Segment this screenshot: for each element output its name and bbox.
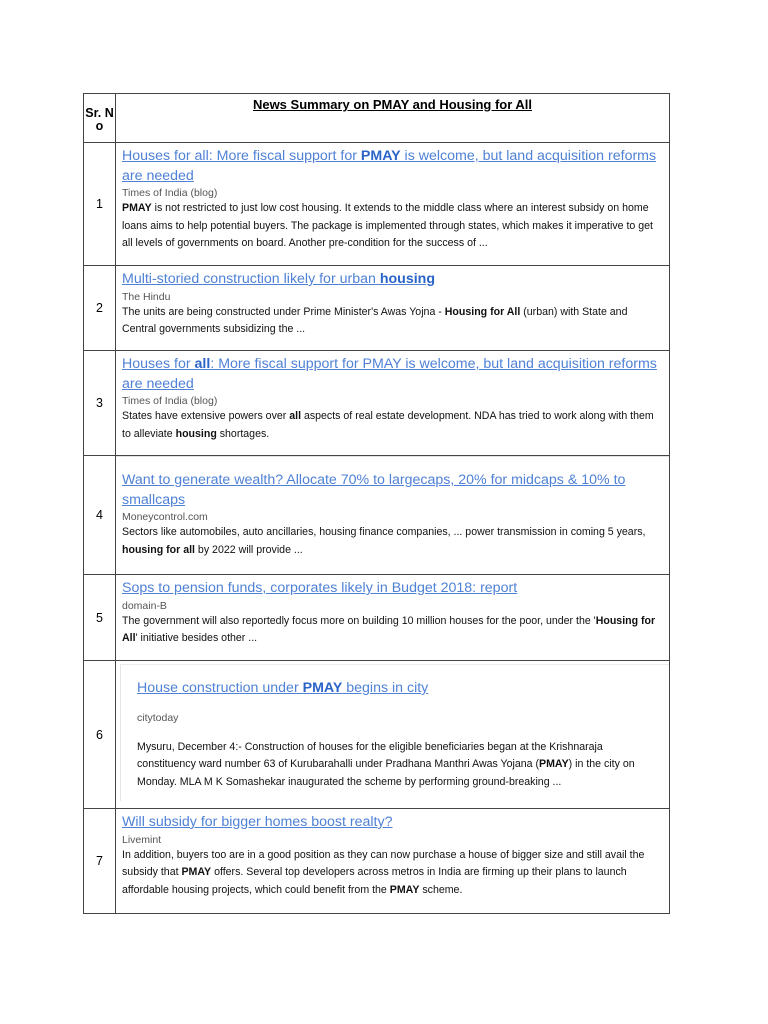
row-number: 1	[84, 143, 116, 266]
article-link[interactable]	[122, 355, 663, 394]
snippet-text: aspects of real estate development. NDA has tried to work along with them to alleviate	[122, 410, 654, 440]
header-sr-label: Sr. N o	[85, 105, 114, 133]
header-row	[84, 94, 670, 143]
link-keyword: housing	[379, 271, 436, 287]
snippet-keyword: housing for all	[122, 543, 195, 556]
link-text: begins in city	[342, 680, 429, 696]
snippet-keyword: PMAY	[181, 866, 212, 878]
header-sr-no	[84, 94, 116, 143]
page-title	[116, 94, 670, 143]
article-source: Times of India (blog)	[122, 395, 218, 407]
article-snippet	[122, 408, 663, 443]
snippet-text: shortages.	[216, 427, 270, 440]
article-source: domain-B	[122, 599, 167, 612]
row-content	[116, 809, 670, 914]
article-link[interactable]: Will subsidy for bigger homes boost realty?	[122, 814, 393, 830]
snippet-text: Mysuru, December 4:- Construction of houses for the eligible beneficiaries began at the Krishnaraja constituency ward number 63 of Kurubarahalli under Pradhana Manthri Awas Yojana (	[137, 740, 603, 770]
row-number: 6	[84, 661, 116, 809]
link-text: : More fiscal support for PMAY is welcome, but land acquisition reforms are needed	[122, 356, 657, 392]
row-content	[116, 456, 670, 575]
snippet-keyword: Housing for All	[444, 305, 521, 318]
snippet-keyword: Housing for All	[122, 614, 656, 644]
snippet-keyword: PMAY	[389, 883, 420, 896]
snippet-text: Sectors like automobiles, auto ancillaries, housing finance companies, ... power transmission in coming 5 years,	[122, 526, 646, 538]
snippet-text: In addition, buyers too are in a good position as they can now purchase a house of bigger size and still avail the subsidy that	[122, 848, 645, 878]
table-row	[84, 809, 670, 914]
snippet-text: States have extensive powers over	[122, 410, 290, 422]
snippet-keyword: all	[289, 410, 302, 422]
snippet-text: ' initiative besides other ...	[135, 632, 258, 644]
snippet-text: by 2022 will provide ...	[194, 543, 303, 556]
row-content	[116, 266, 670, 351]
snippet-text: scheme.	[419, 883, 463, 896]
table-row	[84, 456, 670, 575]
article-source: Times of India (blog)	[122, 187, 218, 199]
link-text: Houses for all: More fiscal support for	[122, 148, 361, 164]
article-source: Moneycontrol.com	[122, 511, 208, 523]
row-number: 7	[84, 809, 116, 914]
article-link[interactable]: Want to generate wealth? Allocate 70% to largecaps, 20% for midcaps & 10% to smallcaps	[122, 472, 626, 508]
article-link[interactable]	[122, 270, 663, 290]
row-content	[116, 661, 670, 809]
article-link[interactable]: Sops to pension funds, corporates likely in Budget 2018: report	[122, 580, 518, 596]
article-snippet	[122, 200, 663, 253]
row-number: 2	[84, 266, 116, 351]
snippet-text: ) in the city on Monday. MLA M K Somashekar inaugurated the scheme by performing ground-breaking ...	[137, 758, 635, 788]
link-keyword: PMAY	[360, 148, 401, 164]
table-row	[84, 351, 670, 456]
link-keyword: PMAY	[302, 680, 343, 696]
news-summary-table	[83, 93, 670, 914]
row-number: 5	[84, 575, 116, 661]
snippet-text: The government will also reportedly focus more on building 10 million houses for the poor, under the '	[122, 614, 596, 627]
snippet-keyword: PMAY	[539, 758, 569, 770]
article-snippet	[122, 613, 663, 648]
page-title-text: News Summary on PMAY and Housing for All	[252, 97, 533, 112]
table-row	[84, 143, 670, 266]
snippet-keyword: housing	[175, 427, 217, 440]
row-number: 3	[84, 351, 116, 456]
link-keyword: all	[194, 356, 211, 372]
row-content	[116, 143, 670, 266]
article-source: citytoday	[137, 711, 179, 724]
link-text: is welcome, but land acquisition reforms are needed	[122, 148, 657, 184]
article-source: The Hindu	[122, 290, 171, 303]
article-snippet	[122, 847, 663, 900]
link-text: Multi-storied construction likely for urban	[122, 271, 380, 287]
article-link[interactable]	[137, 679, 659, 699]
row-content	[116, 351, 670, 456]
article-link[interactable]	[122, 147, 663, 186]
table-row	[84, 266, 670, 351]
snippet-text: The units are being constructed under Prime Minister's Awas Yojna -	[122, 305, 445, 318]
snippet-keyword: PMAY	[122, 202, 152, 214]
table-row	[84, 575, 670, 661]
row-number: 4	[84, 456, 116, 575]
row-content	[116, 575, 670, 661]
article-snippet	[137, 739, 659, 792]
link-text: Houses for	[122, 356, 195, 372]
link-text: House construction under	[137, 680, 303, 696]
article-source: Livemint	[122, 833, 162, 846]
table-row	[84, 661, 670, 809]
article-snippet	[122, 524, 663, 559]
snippet-text: (urban) with State and Central governments subsidizing the ...	[122, 305, 628, 335]
snippet-text: is not restricted to just low cost housing. It extends to the middle class where an interest subsidy on home loans aims to help potential buyers. The package is implemented through states, which makes it imperative to get all levels of governments on board. Another pre-condition for the success of ...	[122, 202, 653, 249]
article-snippet	[122, 304, 663, 339]
snippet-text: offers. Several top developers across metros in India are firming up their plans to launch affordable housing projects, which could benefit from the	[122, 866, 627, 896]
